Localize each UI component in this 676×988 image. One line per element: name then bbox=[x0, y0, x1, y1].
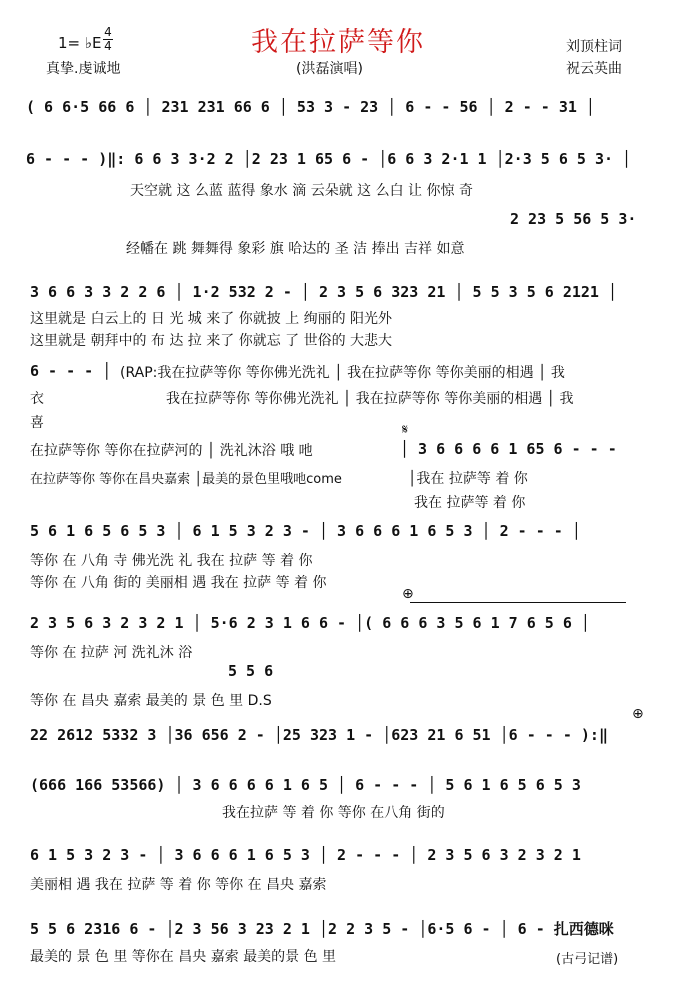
music-line-9: (666 166 53566) │ 3 6 6 6 6 1 6 5 │ 6 - - - │ 5 6 1 6 5 6 5 3 bbox=[30, 776, 581, 794]
music-line-7: 2 3 5 6 3 2 3 2 1 │ 5·6 2 3 1 6 6 - │( 6 6 6 3 5 6 1 7 6 5 6 │ bbox=[30, 614, 590, 632]
lyric-coda-2: 美丽相 遇 我在 拉萨 等 着 你 等你 在 昌央 嘉索 bbox=[30, 877, 327, 893]
rap-line-2: 我在拉萨等你 等你佛光洗礼 │ 我在拉萨等你 等你美丽的相遇 │ 我 bbox=[166, 391, 574, 407]
coda-sign-2: ⊕ bbox=[632, 706, 644, 722]
music-line-10: 6 1 5 3 2 3 - │ 3 6 6 6 1 6 5 3 │ 2 - - - │ 2 3 5 6 3 2 3 2 1 bbox=[30, 846, 581, 864]
lyric-coda-1: 我在拉萨 等 着 你 等你 在八角 街的 bbox=[222, 805, 445, 821]
music-line-1: ( 6 6·5 66 6 │ 231 231 66 6 │ 53 3 - 23 │ 6 - - 56 │ 2 - - 31 │ bbox=[26, 98, 595, 116]
rap-cont-1: 在拉萨等你 等你在拉萨河的 │ 洗礼沐浴 哦 吔 bbox=[30, 443, 313, 459]
lyric-verse2-line4: 喜 bbox=[30, 415, 44, 431]
lyric-refrain-b1: 等你 在 八角 寺 佛光洗 礼 我在 拉萨 等 着 你 bbox=[30, 553, 313, 569]
music-line-11: 5 5 6 2316 6 - │2 3 56 3 23 2 1 │2 2 3 5 - │6·5 6 - │ 6 - 扎西德咪 bbox=[30, 920, 614, 938]
expression-marking: 真挚.虔诚地 bbox=[46, 61, 121, 77]
lyric-coda-3: 最美的 景 色 里 等你在 昌央 嘉索 最美的景 色 里 bbox=[30, 949, 337, 965]
music-line-4: 6 - - - │ bbox=[30, 362, 112, 380]
lyric-verse1-line3: 这里就是 白云上的 日 光 城 来了 你就披 上 绚丽的 阳光外 bbox=[30, 311, 393, 327]
lyric-verse2-line2: 经幡在 跳 舞舞得 象彩 旗 哈达的 圣 洁 捧出 吉祥 如意 bbox=[126, 241, 465, 257]
time-numerator: 4 bbox=[104, 25, 112, 39]
lyric-verse2-line3: 这里就是 朝拜中的 布 达 拉 来了 你就忘 了 世俗的 大悲大 bbox=[30, 333, 393, 349]
lyric-refrain-c1: 等你 在 拉萨 河 洗礼沐 浴 bbox=[30, 645, 193, 661]
page-title: 我在拉萨等你 bbox=[251, 27, 425, 58]
volta-bracket bbox=[410, 602, 626, 603]
lyric-refrain-c2: 等你 在 昌央 嘉索 最美的 景 色 里 D.S bbox=[30, 693, 272, 709]
music-line-2: 6 - - - )‖: 6 6 3 3·2 2 │2 23 1 65 6 - │6 6 3 2·1 1 │2·3 5 6 5 3· │ bbox=[26, 150, 632, 168]
lyricist-credit: 刘顶柱词 bbox=[566, 39, 622, 55]
alt-notes-line2: 2 23 5 56 5 3· bbox=[510, 210, 637, 228]
music-line-3: 3 6 6 3 3 2 2 6 │ 1·2 532 2 - │ 2 3 5 6 323 21 │ 5 5 3 5 6 2121 │ bbox=[30, 283, 617, 301]
singer-credit: (洪磊演唱) bbox=[296, 61, 363, 77]
music-line-6: 5 6 1 6 5 6 5 3 │ 6 1 5 3 2 3 - │ 3 6 6 6 1 6 5 3 │ 2 - - - │ bbox=[30, 522, 581, 540]
segno-sign: 𝄋 bbox=[402, 422, 409, 438]
coda-sign-1: ⊕ bbox=[402, 586, 414, 602]
time-denominator: 4 bbox=[104, 39, 112, 53]
rap-line-1: (RAP:我在拉萨等你 等你佛光洗礼 │ 我在拉萨等你 等你美丽的相遇 │ 我 bbox=[120, 365, 565, 381]
key-signature: 1= ♭E bbox=[58, 34, 102, 52]
lyric-refrain-a1: │我在 拉萨等 着 你 bbox=[408, 471, 528, 487]
lyric-verse1-line4: 衣 bbox=[30, 391, 44, 407]
music-line-5: │ 3 6 6 6 6 1 65 6 - - - bbox=[400, 440, 617, 458]
alt-notes-line7: 5 5 6 bbox=[228, 662, 274, 680]
lyric-verse1-line2: 天空就 这 么蓝 蓝得 象水 滴 云朵就 这 么白 让 你惊 奇 bbox=[130, 183, 473, 199]
rap-cont-2: 在拉萨等你 等你在昌央嘉索 │最美的景色里哦吔come bbox=[30, 472, 342, 487]
lyric-refrain-b2: 等你 在 八角 街的 美丽相 遇 我在 拉萨 等 着 你 bbox=[30, 575, 327, 591]
composer-credit: 祝云英曲 bbox=[566, 61, 622, 77]
lyric-refrain-a2: 我在 拉萨等 着 你 bbox=[414, 495, 526, 511]
source-note: (古弓记谱) bbox=[556, 952, 619, 967]
music-line-8: 22 2612 5332 3 │36 656 2 - │25 323 1 - │623 21 6 51 │6 - - - ):‖ bbox=[30, 726, 608, 744]
